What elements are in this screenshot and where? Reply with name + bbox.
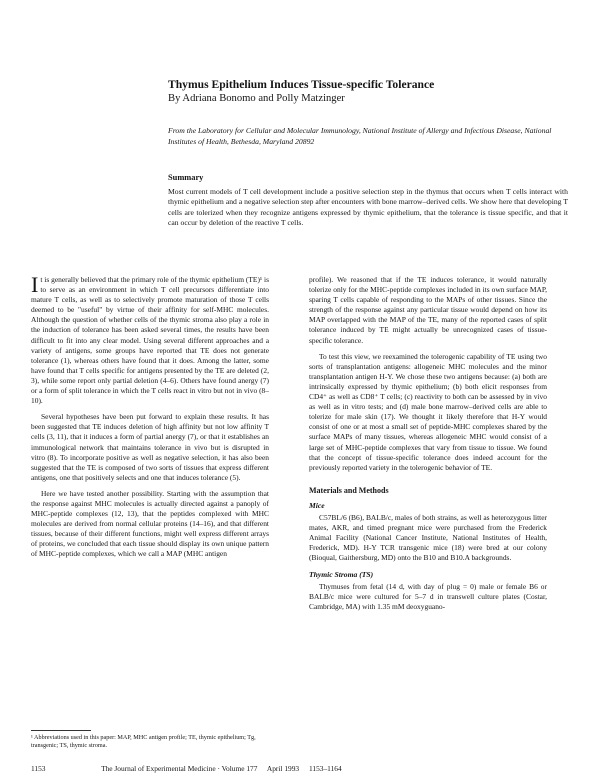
- thymic-stroma-subheading: Thymic Stroma (TS): [309, 570, 374, 580]
- intro-paragraph-5: To test this view, we reexamined the tolerogenic capability of TE using two sorts of transplantation antigens: allogeneic MHC molecules and the minor transplantation antigen H-Y. We chose these two antigens because: (a) both are intrinsically expressed by thymic epithelium; (b) both elicit responses from CD4⁺ as well as CD8⁺ T cells; (c) reactivity to both can be assessed by in vivo as well as in vitro tests; and (d) male bone marrow–derived cells are able to tolerize for male skin (17). We thought it likely therefore that H-Y would consist of one or at most a small set of peptide-MHC complexes shared by the surface MAPs of many tissues, whereas allogeneic MHC would consist of a large set of MHC-peptide complexes that vary from tissue to tissue. We found that the concept of tissue-specific tolerance does indeed account for the previously reported variety in the tolerogenic behavior of TE.: [309, 351, 547, 472]
- drop-cap: I: [31, 272, 39, 297]
- issue-date: April 1993: [266, 764, 300, 773]
- footnote-rule: [31, 730, 91, 731]
- page-number: 1153: [31, 764, 46, 773]
- summary-heading: Summary: [168, 173, 204, 182]
- right-column: [309, 275, 547, 613]
- intro-paragraph-1: [31, 272, 269, 406]
- summary-text: Most current models of T cell development include a positive selection step in the thymus that occurs when T cells interact with thymic epithelium and a negative selection step after encounters with bone marrow–derived cells. We show here that developing T cells are tolerized when they recognize antigens expressed by thymic epithelium, that the tolerance is tissue specific, and that it can occur by deletion of the reactive T cells.: [168, 187, 568, 228]
- intro-paragraph-1-text: t is generally believed that the primary role of the thymic epithelium (TE)¹ is to serve as an environment in which T cell precursors differentiate into mature T cells, as well as to selectively promote maturation of those T cells deemed to be "useful" by virtue of their affinity for self-MHC molecules. Although the question of whether cells of the thymic stroma also play a role in the induction of tolerance has been asked several times, the results have been difficult to fit into any clear model. Using several different approaches and a variety of antigens, some groups have reported that TE does not generate tolerance (1), whereas others have found that it does. Among the latter, some have found that T cells specific for antigens presented by the TE are deleted (2, 3), while some report only partial deletion (4–6). Others have found anergy (7) or a form of split tolerance in which the T cells react in vitro but not in vivo (8–10).: [31, 275, 269, 406]
- journal-volume: The Journal of Experimental Medicine · Volume 177: [101, 764, 258, 773]
- page-footer: [31, 764, 571, 773]
- intro-paragraph-4: profile). We reasoned that if the TE induces tolerance, it would naturally tolerize only for the MHC-peptide complexes included in its own surface MAP, sparing T cells capable of responding to the MAPs of other tissues. Since the strength of the response against any particular tissue would depend on how its MAP overlapped with the MAP of the TE, many of the reported cases of split tolerance induced by TE might actually be unrecognized cases of tissue-specific tolerance.: [309, 275, 547, 345]
- intro-paragraph-2: Several hypotheses have been put forward to explain these results. It has been suggested that TE induces deletion of high affinity but not low affinity T cells (3, 11), that it induces a form of partial anergy (7), or that it establishes an immunological network that maintains tolerance in vivo but is disrupted in vitro (8). To incorporate positive as well as negative selection, it has also been suggested that the TE is composed of two sorts of tissues that express different antigens, one that positively selects and one that induces tolerance (5).: [31, 412, 269, 482]
- mice-subheading: Mice: [309, 500, 325, 510]
- intro-paragraph-3: Here we have tested another possibility. Starting with the assumption that the response against MHC molecules is actually directed against a panoply of MHC-peptide complexes (12, 13), that the peptides complexed with MHC molecules are derived from normal cellular proteins (14–16), and that different tissues, because of their different functions, might well express different arrays of proteins, we concluded that each tissue should display its own unique pattern of MHC-peptide complexes, which we call a MAP (MHC antigen: [31, 488, 269, 559]
- left-column: [31, 272, 269, 560]
- mice-paragraph: C57BL/6 (B6), BALB/c, males of both strains, as well as heterozygous litter mates, AKR, and timed pregnant mice were purchased from the Frederick Animal Facility (National Cancer Institute, National Institutes of Health, Frederick, MD). H-Y TCR transgenic mice (18) were bred at our colony (Bioqual, Gaithersburg, MD) onto the B10 and B10.A backgrounds.: [309, 512, 547, 563]
- article-title: Thymus Epithelium Induces Tissue-specific Tolerance: [168, 78, 435, 91]
- author-affiliation: From the Laboratory for Cellular and Molecular Immunology, National Institute of Allergy and Infectious Disease, National Institutes of Health, Bethesda, Maryland 20892: [168, 126, 552, 146]
- abbreviations-footnote: ¹ Abbreviations used in this paper: MAP, MHC antigen profile; TE, thymic epithelium; Tg, transgenic; TS, thymic stroma.: [31, 734, 256, 749]
- methods-heading: Materials and Methods: [309, 485, 389, 495]
- thymic-stroma-paragraph: Thymuses from fetal (14 d, with day of plug = 0) male or female B6 or BALB/c mice were cultured for 5–7 d in transwell culture plates (Costar, Cambridge, MA) with 1.35 mM deoxyguano-: [309, 582, 547, 612]
- article-authors: By Adriana Bonomo and Polly Matzinger: [168, 93, 345, 104]
- page-range: 1153–1164: [308, 764, 342, 773]
